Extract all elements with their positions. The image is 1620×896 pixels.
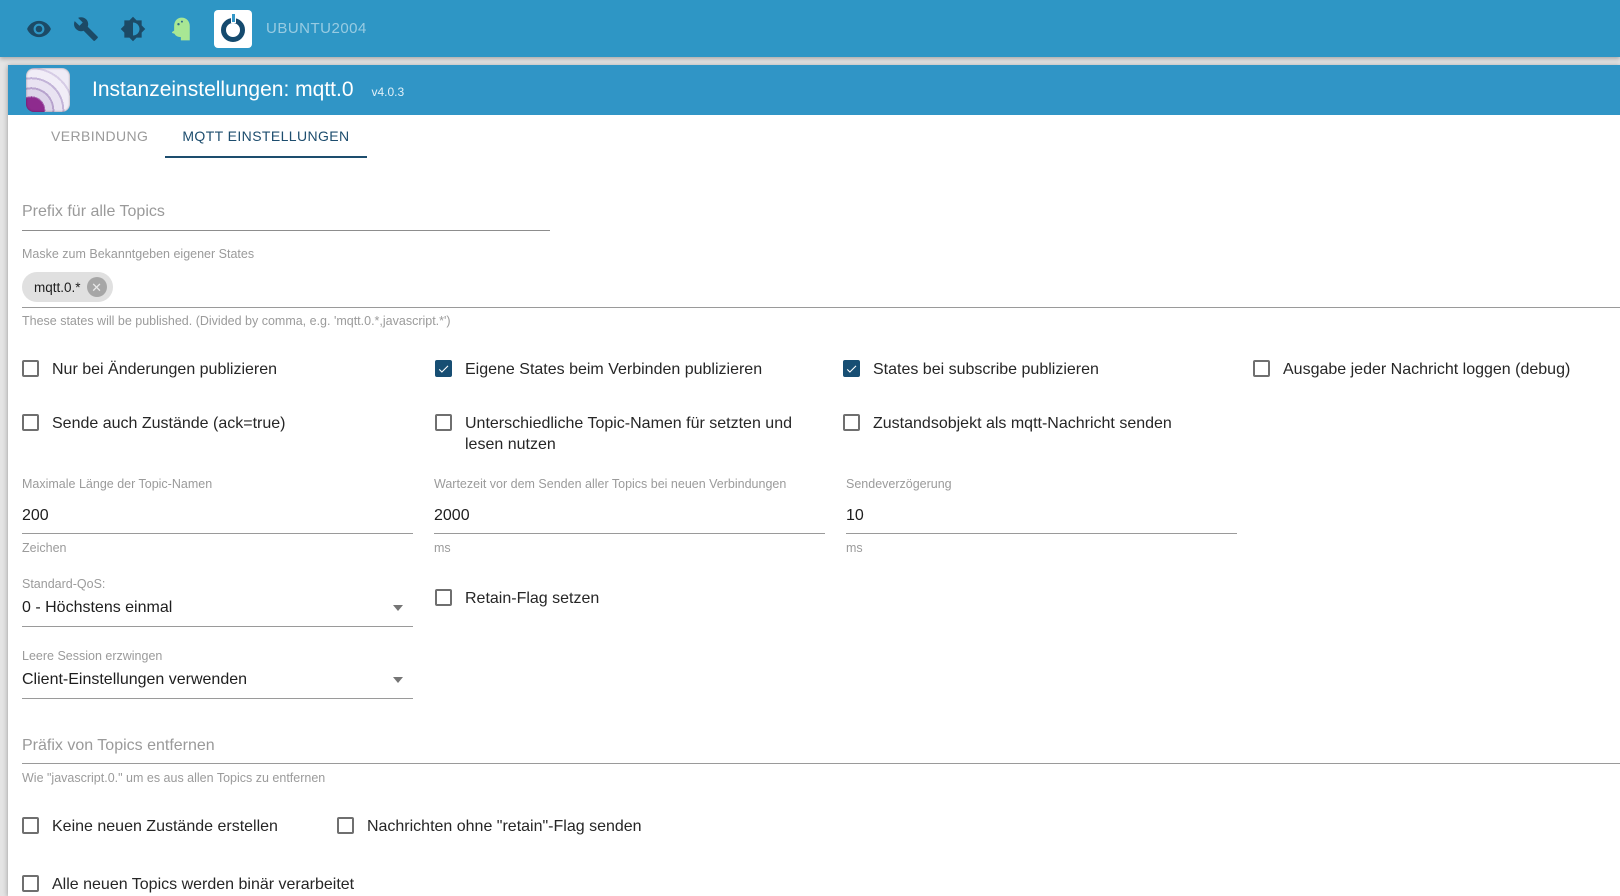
max-topic-length-input[interactable]: 200 bbox=[22, 507, 413, 534]
checkbox-label[interactable]: Retain-Flag setzen bbox=[465, 590, 600, 607]
chevron-down-icon bbox=[393, 677, 403, 683]
checkbox-label[interactable]: Eigene States beim Verbinden publizieren bbox=[465, 361, 763, 378]
checkbox-no-new-states[interactable] bbox=[22, 816, 302, 837]
send-interval-input[interactable]: 2000 bbox=[434, 507, 825, 534]
checkbox-retain-flag[interactable] bbox=[435, 588, 1620, 609]
field-label: Sendeverzögerung bbox=[846, 477, 952, 491]
mask-field bbox=[22, 245, 1620, 328]
dialog-title: Instanzeinstellungen: mqtt.0 bbox=[92, 78, 354, 101]
checkbox-label[interactable]: Zustandsobjekt als mqtt-Nachricht senden bbox=[873, 415, 1172, 432]
session-row bbox=[22, 647, 1620, 699]
browser-toolbar bbox=[0, 0, 1620, 57]
checkbox-debug-log[interactable] bbox=[1253, 359, 1620, 380]
checkbox-row-2 bbox=[22, 413, 1620, 455]
wrench-icon[interactable] bbox=[73, 16, 99, 42]
tab-mqtt-einstellungen[interactable]: MQTT EINSTELLUNGEN bbox=[165, 115, 366, 158]
qos-select-value[interactable] bbox=[22, 593, 413, 627]
mask-chip-text: mqtt.0.* bbox=[34, 279, 81, 295]
checkbox[interactable] bbox=[337, 817, 354, 834]
checkbox-label[interactable]: Nachrichten ohne "retain"-Flag senden bbox=[366, 818, 642, 835]
checkbox-label[interactable]: Unterschiedliche Topic-Namen für setzten und lesen nutzen bbox=[465, 415, 792, 453]
remove-prefix-input[interactable] bbox=[22, 737, 1620, 764]
checkbox[interactable] bbox=[435, 589, 452, 606]
dialog-header bbox=[8, 65, 1620, 115]
checkbox[interactable] bbox=[435, 414, 452, 431]
mask-chip[interactable] bbox=[22, 272, 113, 302]
remove-prefix-label: Präfix von Topics entfernen bbox=[22, 737, 215, 754]
checkbox-label[interactable]: Keine neuen Zustände erstellen bbox=[52, 818, 278, 835]
eye-icon[interactable] bbox=[26, 16, 52, 42]
checkbox[interactable] bbox=[22, 817, 39, 834]
checkbox-label[interactable]: Sende auch Zustände (ack=true) bbox=[52, 415, 286, 432]
checkbox-row-1 bbox=[22, 359, 1620, 380]
remove-prefix-help: Wie "javascript.0." um es aus allen Topics zu entfernen bbox=[22, 771, 326, 785]
clean-session-selected-option: Client-Einstellungen verwenden bbox=[22, 671, 248, 688]
checkbox[interactable] bbox=[22, 360, 39, 377]
mask-help-text: These states will be published. (Divided by comma, e.g. 'mqtt.0.*,javascript.*') bbox=[22, 314, 451, 328]
field-unit: ms bbox=[434, 541, 451, 555]
checkbox[interactable] bbox=[22, 875, 39, 892]
chip-remove-icon[interactable]: ✕ bbox=[87, 277, 107, 297]
qos-row bbox=[22, 575, 1620, 627]
checkbox-send-state-object[interactable] bbox=[843, 413, 1253, 455]
chevron-down-icon bbox=[393, 605, 403, 611]
brightness-icon[interactable] bbox=[120, 16, 146, 42]
send-delay-input[interactable]: 10 bbox=[846, 507, 1237, 534]
instance-settings-dialog bbox=[8, 65, 1620, 896]
iobroker-logo-tick bbox=[231, 13, 236, 23]
checkbox-send-ack[interactable] bbox=[22, 413, 435, 455]
page-gap bbox=[0, 57, 1620, 65]
checkbox-label[interactable]: States bei subscribe publizieren bbox=[873, 361, 1099, 378]
mqtt-adapter-icon bbox=[26, 68, 70, 112]
checkbox[interactable] bbox=[843, 360, 860, 377]
checkbox-publish-on-change[interactable] bbox=[22, 359, 435, 380]
tab-title: UBUNTU2004 bbox=[266, 20, 367, 37]
checkbox-row-3 bbox=[22, 816, 1620, 837]
checkbox[interactable] bbox=[22, 414, 39, 431]
send-delay-field bbox=[846, 473, 1237, 555]
checkbox-publish-own-states[interactable] bbox=[435, 359, 843, 380]
checkbox[interactable] bbox=[843, 414, 860, 431]
checkbox-row-4 bbox=[22, 874, 1620, 895]
mask-chip-row[interactable] bbox=[22, 272, 1620, 302]
field-label: Maximale Länge der Topic-Namen bbox=[22, 477, 213, 491]
tab-verbindung[interactable]: VERBINDUNG bbox=[51, 127, 149, 144]
field-unit: ms bbox=[846, 541, 863, 555]
checkbox[interactable] bbox=[1253, 360, 1270, 377]
mask-field-label: Maske zum Bekanntgeben eigener States bbox=[22, 247, 255, 261]
clean-session-value[interactable] bbox=[22, 665, 413, 699]
qos-selected-option: 0 - Höchstens einmal bbox=[22, 599, 173, 616]
clean-session-label: Leere Session erzwingen bbox=[22, 649, 163, 663]
max-topic-length-field bbox=[22, 473, 413, 555]
assistant-head-icon[interactable] bbox=[167, 16, 193, 42]
checkbox[interactable] bbox=[435, 360, 452, 377]
checkbox-binary-topics[interactable] bbox=[22, 874, 378, 895]
qos-select-label: Standard-QoS: bbox=[22, 577, 106, 591]
checkbox-no-retain-flag[interactable] bbox=[337, 816, 666, 837]
field-unit: Zeichen bbox=[22, 541, 67, 555]
qos-select[interactable] bbox=[22, 575, 413, 627]
number-inputs-row bbox=[22, 473, 1620, 555]
checkbox-different-topic-names[interactable] bbox=[435, 413, 843, 455]
prefix-input-label: Prefix für alle Topics bbox=[22, 203, 165, 220]
mask-input-underline[interactable] bbox=[22, 307, 1620, 308]
iobroker-logo[interactable] bbox=[214, 10, 252, 48]
checkbox-label[interactable]: Alle neuen Topics werden binär verarbeitet bbox=[52, 876, 355, 893]
checkbox-label[interactable]: Ausgabe jeder Nachricht loggen (debug) bbox=[1283, 361, 1571, 378]
retain-flag-wrap bbox=[435, 575, 1620, 627]
settings-form bbox=[8, 203, 1620, 895]
checkbox-publish-on-subscribe[interactable] bbox=[843, 359, 1253, 380]
clean-session-select[interactable] bbox=[22, 647, 413, 699]
field-label: Wartezeit vor dem Senden aller Topics bei neuen Verbindungen bbox=[434, 477, 787, 491]
checkbox-label[interactable]: Nur bei Änderungen publizieren bbox=[52, 361, 278, 378]
prefix-input[interactable] bbox=[22, 203, 550, 231]
tab-bar bbox=[8, 115, 1620, 158]
send-interval-field bbox=[434, 473, 825, 555]
adapter-version: v4.0.3 bbox=[371, 85, 405, 99]
